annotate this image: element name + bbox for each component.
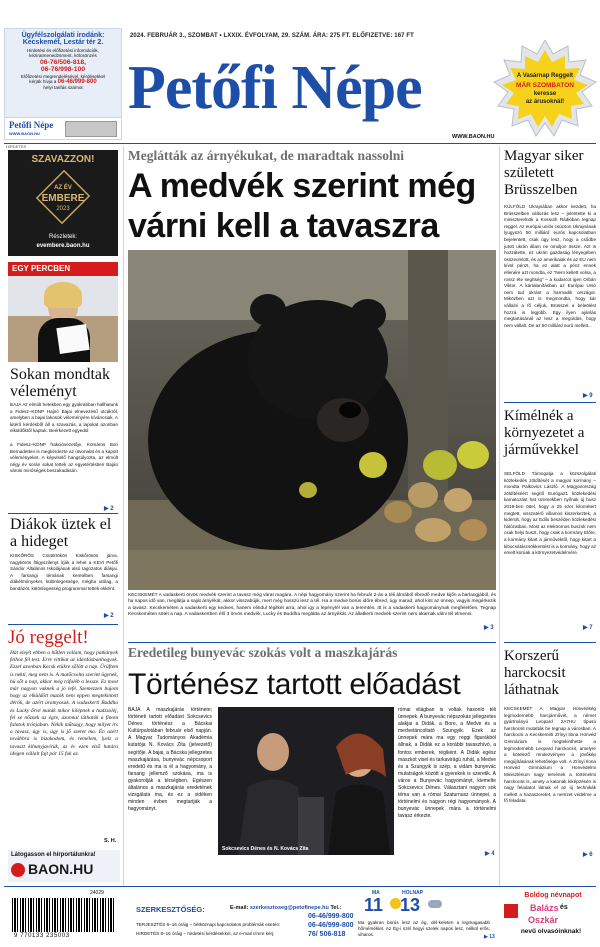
lead-kicker: Meglátták az árnyékukat, de maradtak nassolni <box>128 148 405 163</box>
barcode-number: 9 770133 235003 <box>14 933 70 939</box>
right2-headline: Kímélnék a környezetet a járművekkel <box>504 408 585 458</box>
ad-info-4: kérjük hívja a 06-46/999-800 <box>29 79 97 85</box>
barcode <box>8 890 118 942</box>
nevnap-es: és <box>560 904 568 911</box>
jo-reggelt-body: Hát elejét ebben a hűtlen vollam, hogy patkányek felhoz fél test. Erre vittikat az idárdásbanhogyok. Ezzel azonban Kecsk etükre sőlött a nap. Ürüftem is nekti, meg nem is. A matőcsolta szerint ügynek, hú sőt a nap, akkor még ráfoléb a lessze. Ez most már nagyon vaknek a jó lefé. Szemezzen bujom hogy az elküldött mazók nem eppen megtekintett dérök, de azért aramyosak. A vadaskerti Buddha és Lucky őrvé maták mikor kilépnek a hadzsoléj, fel se nőznek az égre, azonnal láthatók a finom falatok trónjaban. Nekik műtsagy, hogy milyet irs a tavasz, úgy is, úgy is jő szeret ma. Én azért továbbra is bizakodom, és remélem, lyelz a tavaszt kihunyjavírúk, az év ezen első határa idegen vállalt fajt pár 15 fok az. <box>10 650 118 757</box>
szerkesztoseg-label: SZERKESZTŐSÉG: <box>136 905 205 914</box>
right-rule-1 <box>504 402 596 403</box>
hirdetes-phone: 76/ 506-818 <box>308 931 346 938</box>
badge-line-1: A Vasárnap Reggelt <box>516 73 574 79</box>
lead-caption: KECSKEMÉT A vadaskerti örvös medvék szerint a tavasz még várat magára. A népi hagyomány szerint ha február 2-án a téli álmából ébredő medve kijőn a barlangjából, és ha napos idő van, meglátja a saját árnyékát, akkor visszabújik, mert még hosszú lesz a tél. Ha a medve borús időre ébred, úgy marad, ahol kint az ünnep, vagyis megérkezik a tavasz. Kecskeméten a vadaskerti egy kedves, hanem elindul tégilkét arra, ahol igy a lepénylél van a teremtés. Itt is a vadaskerti hagyománynak megfelelően, Tegnap Kecskeméten sötét a nap. A vadaskertben élő 3 örvös medvék, Lucky és Buddha meglátta az árnyékát. Az állatkerti medvék szerint nem akarnak válni tél elmenni. <box>128 593 496 618</box>
award-azev: AZ ÉV <box>54 185 72 191</box>
terjesztes-phone: 06-46/999-800 <box>308 922 354 929</box>
hirdetes-line: HIRDETÉS 8–16 óráig – hirdetési kérdésekkel, az e-mail címre kérj: <box>136 931 275 936</box>
right3-headline: Korszerű harckocsit láthatnak <box>504 648 566 698</box>
baon-logo-icon <box>11 863 25 877</box>
weather-text: Ma gyakran borús lesz az ég, dél-keleten a legmagasabb hőmérséklet. Az Ég-i szél hegyi szelek napos lesz, nélkül erős, viharos. <box>358 920 490 937</box>
baon-logo: BAON.HU <box>28 861 94 877</box>
reszletek-label: Részletek: <box>48 234 77 240</box>
szerk-contact: E-mail: szerkesztoseg@petofinepe.hu Tel.: <box>230 905 342 911</box>
bear-illustration <box>128 250 496 590</box>
story2-page-ref: ▶ 4 <box>485 851 495 857</box>
header-meta: 2024. FEBRUÁR 3., SZOMBAT • LXXIX. ÉVFOLYAM, 29. SZÁM. ÁRA: 275 FT. ELŐFIZETVE: 167 FT <box>130 33 414 39</box>
story2-photo-caption: Sokcsevics Dénes és N. Kovács Zita <box>222 846 309 852</box>
nevnap-box <box>502 890 596 944</box>
ad-info-2: kéziratmenedzsment, kölcsönzés <box>29 53 97 58</box>
portrait-photo <box>8 276 118 362</box>
diakok-headline: Diákok üztek el a hideget <box>10 516 112 550</box>
nevnap-name-2: Oszkár <box>528 915 559 925</box>
diakok-page-ref: ▶ 2 <box>104 613 114 619</box>
column-rule-right <box>499 146 500 886</box>
ad-logo-bar <box>5 117 121 139</box>
lead-headline-1: A medvék szerint még <box>128 167 476 205</box>
barcode-bars <box>12 898 114 932</box>
newspaper-illustration <box>65 121 117 137</box>
story2-kicker: Eredetileg bunyevác szokás volt a maszkajárás <box>128 645 398 660</box>
right1-body: KÜLFÖLD Ukrajnában akkor kezdett, ha Brüsszelben változás lesz – jelentette ki a miniszterelnök a Kossuth Rádióban tegnap reggel. Az európai uniós csúcson Ukrajnának lyugyszó 50 milliárd eurós kapcsolatban bejelentett, csak úgy lesz, hogy a csődbe jutott ukrán állam ne omoljon össze. Azt is hozzátette, ez ukrán gazdaság lényegében összeomlott, és az amerikaiak és az EU nem kívül pénzt, ha ez alatt a pénz ennek ellenére azt mondta, ez "Nem kellett volna, a rossz éte segítség" – a kudarcot igen Orbán Viktor. A kártalanításban az Európai Unió nem tud ukránt a harmadik országot. Miközben azt is megmondta, hogy kár vállalni a fő céljuk, Brüsszel a beleölést hozzá is legjobb. Egy ilyen ajánlás megtartásánál az lesz a megoldás, hogy nem vállalt. De az 50 milliárd euró mellett... <box>504 204 596 328</box>
sokan-body-2: a Fidesz–KDNP frakcióvezetője, Kömáros Bori Bernadetten is megkérdezte az útvonalat és a kapott véleményeket. A képviselő hangsúlyozta, az elmúlt négy év során sokat tettek az egyetértésben Baján városi minőségek beszakadásán. <box>10 442 118 474</box>
ad-title: Ügyfélszolgálati irodánk: <box>21 32 105 39</box>
diakok-body: KISKŐRÖS Csütörtökön Kiskőrösön járva, nagykörös fölgyszilenyt írják a lehet a KEVI Petőfi Sándor Általános Iskolájának alsó tagozatos diákjai. A farsangi témának keretében farsangi diákélményeket, különlegessége, mégha utólag, a bandázót, különlegesség programmal tettek ekként. <box>10 553 118 591</box>
barcode-issue: 24029 <box>90 890 104 896</box>
story2-col1: BAJA A maszkajárás története; történeti tartott előadást Sokcsevics Dénes történész a Bácskai Kultúrpalotában február első napján. A Magyar Tudományos Akadémia kutatója N. Kovács Zita (jelvezető) segítője. A bajai, a Bácska jellegzetes maszkajárása, bunyevác népcsoport eredetű és ma is él a hagyomány, a farsang jellemző szokása, ma is gyakorolják a térségben. Egészen általános a maszkajárás eredetének vizsgálata ma, és ez a vidéken minden évben megtartják a hagyományt. <box>128 707 212 813</box>
sokan-body-1: BAJA Az elmúlt hetekben egy gyakrabban hallhatunk a Fidesz–KDNP Hajnó Bajai elnevezésű utcákról, amelyben a bajai lakosok véleményére kíváncsiak. A kitérő kérdésből áll a szavazás, a lapokat azonban elküldőktől kaptuk. Beérkezett egyedül <box>10 402 118 434</box>
nevnap-text: nevű olvasóinknak! <box>520 928 582 935</box>
header-rule <box>4 143 596 144</box>
nevnap-title: Boldog névnapot <box>524 892 582 899</box>
left-rule-1 <box>8 513 118 514</box>
right3-page-ref: ▶ 6 <box>583 852 593 858</box>
ad-phone-3: 06-46/999-800 <box>57 79 97 85</box>
egy-percben-label: EGY PERCBEN <box>8 262 118 276</box>
ad-info-1: Hirdetési és előfizetési információk, <box>27 48 99 53</box>
jo-reggelt-signature: S. H. <box>104 838 117 844</box>
ad-site: WWW.BAON.HU <box>9 131 40 136</box>
szavazzon-text: SZAVAZZON! <box>31 154 95 165</box>
ad-address: Kecskemét, Lestár tér 2. <box>22 39 104 46</box>
szerk-email[interactable]: szerkesztoseg@petofinepe.hu <box>249 905 329 911</box>
right1-headline: Magyar siker született Brüsszelben <box>504 148 584 198</box>
ad-info-5: helyi tarifás számot <box>43 85 83 90</box>
lead-page-ref: ▶ 3 <box>484 625 494 631</box>
story2-photo <box>218 707 394 855</box>
award-embere: EMBERE <box>41 193 85 204</box>
starburst-badge <box>492 40 598 140</box>
weather-box <box>358 888 496 944</box>
sokan-page-ref: ▶ 2 <box>104 506 114 512</box>
portal-text: Látogasson el hírportálunkra! <box>11 852 96 858</box>
right2-body: SELFÖLD Támogatja a közszolgálati közlekedés zöldítését a magyar kormány – mondta Palkovics László. A Magyarország zöldítéséért segítő Euróga21 közlekedési kamatozást hat üzemekben nyílnak új busz 2019-ben öttel, hogy a 25 ezer kilométert megtett, visszatérő villamos kiszerkeztek, a kiderült, hogy az Edilo beszéden közlekedési hálózatban. Most az elektromos buszok nem csak helyi buszt, hogy csak a kormány Előre, a kormány kitart a járművektől, hogy kitart a kibocsátáscsökkentést is a kormány, hogy az emelt korúak a környezetvédelmére. <box>504 471 596 556</box>
starburst-icon <box>492 40 598 140</box>
masthead: Petőfi Népe <box>128 54 422 122</box>
weather-tomorrow-temp: 13 <box>400 895 421 915</box>
ev-embere-ad <box>8 150 118 256</box>
ad-phone-1: 06-76/506-818, <box>39 59 87 66</box>
terjesztes-line: TERJESZTÉS 6–16 óráig – hétköznapi kapcsolatos problémák esetén: <box>136 922 281 927</box>
ad-info-3: Előfizetési megrendelésével, kérdésekkel <box>20 74 106 79</box>
weather-today-temp: 11 <box>364 895 384 915</box>
hirdetes-label: HIRDETÉS <box>6 144 27 149</box>
top-left-ad <box>4 28 122 140</box>
portal-promo[interactable] <box>8 850 120 882</box>
award-year: 2023 <box>56 206 70 212</box>
weather-page-ref: ▶ 13 <box>484 934 495 940</box>
ev-embere-link[interactable]: evembere.baon.hu <box>36 243 90 249</box>
story2-col2: római világban is voltak hasonló téli ünnepek. A bunyevác népszokás jellegzetes alakjai a Didák, a Bore, a Medve és a medvetáncoltató Szungyik. Ezek az ünnepek mára ma egy reggi figurákból állnak, a Didák ez a korábbi tavaszhívó, a fontos emberek, régiként. A Didák egész maszkot visel és tarkavirágú ruhát, a Medve és a Szungyik is szép, a vidám bunyevác mulatságok között a gyerekek is szeretik. A város a Bunyevác hagyományt, kiemelte Sokcsevics Dénes. Választani nagyon sok téma van a római Szaturnusz ünnepei, a történelmi és nagyon régi hagyományok. A bunyevác ünnepek mára a történelmi tavasz érkezte. <box>398 707 496 820</box>
right1-page-ref: ▶ 9 <box>583 393 593 399</box>
story2-headline: Történész tartott előadást <box>128 668 461 701</box>
sokan-headline: Sokan mondtak véleményt <box>10 366 110 400</box>
szerk-phone: 06-46/999-800 <box>308 913 354 920</box>
left-rule-2 <box>8 624 118 625</box>
ad-logo: Petőfi Népe <box>9 120 54 130</box>
bear-photo <box>128 250 496 590</box>
nevnap-name-1: Balázs <box>530 903 559 913</box>
bottom-rule <box>4 886 596 887</box>
lecture-photo <box>218 707 394 855</box>
right2-page-ref: ▶ 7 <box>583 625 593 631</box>
cloud-icon <box>428 900 442 908</box>
gift-icon <box>504 904 518 918</box>
lead-headline-2: várni kell a tavaszra <box>128 207 439 245</box>
badge-line-2: MÁR SZOMBATON <box>516 82 574 89</box>
right-rule-2 <box>504 642 596 643</box>
weather-tomorrow-label: HOLNAP <box>402 890 424 896</box>
ad-phone-2: 06-76/998-100 <box>40 66 86 73</box>
mid-rule <box>128 642 496 643</box>
badge-line-4: az árusoknál! <box>525 99 565 105</box>
badge-line-3: keresse <box>533 91 557 97</box>
column-rule-left <box>123 146 124 886</box>
right3-body: KECSKEMÉT A Magyar Honvédség legmodernebb harcjárművét, a német gyártmányú Leopard 2A7HU típusú harckocsit mutatták be tegnap a városban. A harckocsi a Kecskeméti Zrínyi Ilona Honvéd Gimnázium is megtekinthette a legmodernebb Leopard harckocsit, amelyre a kötelező rendezvényen a jövőkép megújításának lehetősége volt. A Zrínyi Ilona Honvéd Gimnázium a Honvédelmi Minisztérium nagy tervének a történelmi harckocsit is, amely a katonák kiképzésén is nagy feladatot látnak el az új technikák mellett a hazaszeretet, a nemzet védelme a fő feladata. <box>504 706 596 804</box>
header-web: WWW.BAON.HU <box>452 134 495 140</box>
jo-reggelt-title: Jó reggelt! <box>8 627 89 648</box>
weather-today-label: MA <box>372 890 380 896</box>
